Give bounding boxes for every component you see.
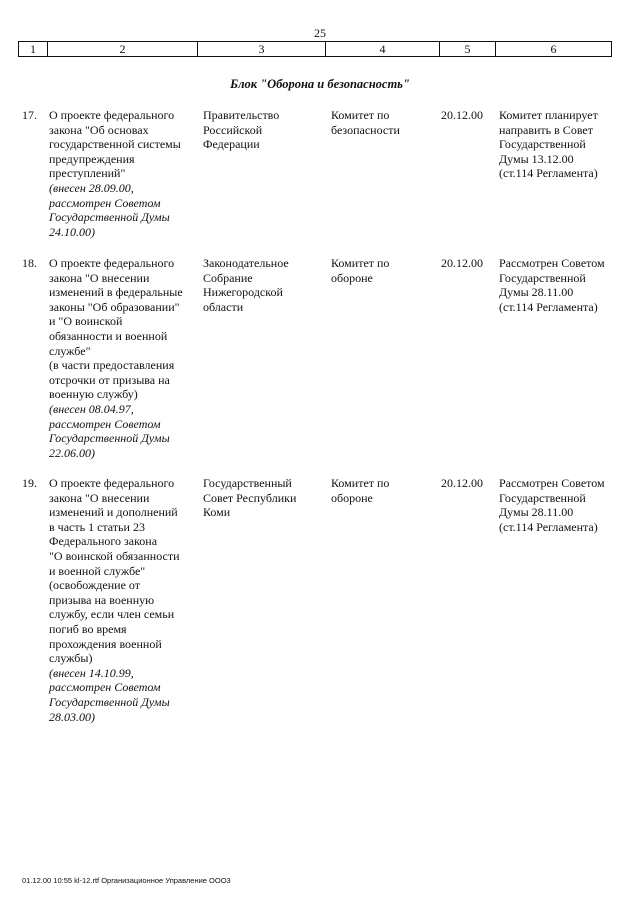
entry-title	[49, 476, 201, 724]
entry-committee: Комитет по безопасности	[331, 108, 400, 137]
entry-subject: Законодательное Собрание Нижегородской области	[203, 256, 289, 314]
entry-date: 20.12.00	[441, 476, 483, 490]
entry-number: 18.	[22, 256, 37, 270]
entry-subject: Правительство Российской Федерации	[203, 108, 280, 152]
entry-title-text: О проекте федерального закона "О внесении изменений в федеральные законы "Об образовании" и "О воинской обязанности и военной службе" (в части предоставления отсрочки от призыва на военную службу)	[49, 256, 183, 402]
entry-title	[49, 108, 201, 239]
entry-note: (внесен 28.09.00, рассмотрен Советом Государственной Думы 24.10.00)	[49, 180, 170, 239]
entry-status: Рассмотрен Советом Государственной Думы 28.11.00 (ст.114 Регламента)	[499, 256, 605, 314]
column-header-5: 5	[440, 42, 496, 56]
column-header-row	[18, 41, 612, 57]
column-header-6: 6	[550, 42, 557, 56]
entry-title	[49, 256, 201, 460]
entry-title-text: О проекте федерального закона "Об основах государственной системы предупреждения преступлений"	[49, 108, 181, 181]
entry-committee: Комитет по обороне	[331, 476, 390, 505]
entry-note: (внесен 08.04.97, рассмотрен Советом Государственной Думы 22.06.00)	[49, 401, 170, 460]
column-header-2: 2	[48, 42, 198, 56]
entry-title-text: О проекте федерального закона "О внесении изменений и дополнений в часть 1 статьи 23 Федерального закона "О воинской обязанности и военной службе" (освобождение от призыва на военную службу, если член семьи погиб во время прохождения военной службы)	[49, 476, 180, 666]
block-title: Блок "Оборона и безопасность"	[230, 77, 410, 91]
column-header-1: 1	[19, 42, 48, 56]
page-number: 25	[314, 26, 326, 40]
entry-date: 20.12.00	[441, 256, 483, 270]
footer: 01.12.00 10:55 kl-12.rtf Организационное Управление ООО3	[22, 876, 231, 885]
entry-committee: Комитет по обороне	[331, 256, 390, 285]
entry-status: Комитет планирует направить в Совет Государственной Думы 13.12.00 (ст.114 Регламента)	[499, 108, 598, 181]
column-header-3: 3	[198, 42, 326, 56]
entry-number: 17.	[22, 108, 37, 122]
entry-note: (внесен 14.10.99, рассмотрен Советом Государственной Думы 28.03.00)	[49, 665, 170, 724]
entry-date: 20.12.00	[441, 108, 483, 122]
entry-number: 19.	[22, 476, 37, 490]
entry-status: Рассмотрен Советом Государственной Думы 28.11.00 (ст.114 Регламента)	[499, 476, 605, 534]
entry-subject: Государственный Совет Республики Коми	[203, 476, 297, 520]
column-header-4: 4	[326, 42, 440, 56]
